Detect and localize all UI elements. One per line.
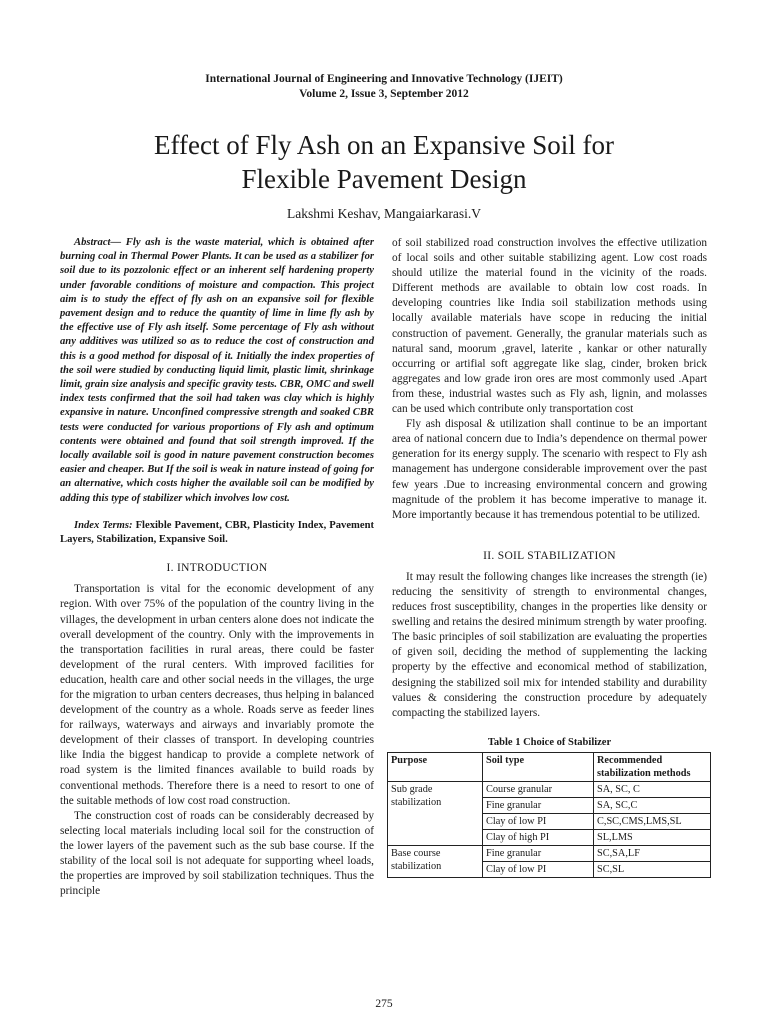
soil-stabilization-paragraph: It may result the following changes like increases the strength (ie) reducing the sensitivity of strength to environmental changes, reduces frost susceptibility, changes in the properties like density or swelling and retains the desired minimum strength by water proofing. The basic principles of soil stabilization are evaluating the properties of given soil, deciding the method of supplementing the lacking property by the effective and economical method of stabilization, designing the stabilized soil mix for intended stability and durability values & considering the construction procedure by adequately compacting the stabilized layers. [392,570,707,719]
method-cell: SC,SL [594,861,711,877]
table-row [388,781,711,797]
soil-type-cell: Clay of low PI [483,813,594,829]
title-line-1: Effect of Fly Ash on an Expansive Soil for [154,130,614,160]
paper-title [0,128,768,196]
page-number: 275 [375,998,393,1010]
soil-type-cell: Course granular [483,781,594,797]
journal-volume: Volume 2, Issue 3, September 2012 [299,88,469,100]
method-cell: SA, SC, C [594,781,711,797]
intro-paragraph-2: The construction cost of roads can be considerably decreased by selecting local materials including local soil for the construction of the lower layers of the pavement such as the sub base course. If the stability of the local soil is not adequate for supporting wheel loads, the properties are improved by soil stabilization techniques. Thus the principle [60,809,374,898]
title-line-2: Flexible Pavement Design [241,164,527,194]
soil-type-cell: Fine granular [483,845,594,861]
purpose-cell-subgrade: Sub grade stabilization [388,781,483,845]
fly-ash-paragraph: Fly ash disposal & utilization shall continue to be an important area of national concern due to India’s dependence on thermal power generation for its energy supply. The scenario with respect to Fly ash management has undergone considerable improvement over the past few years .Due to increasing environmental concern and growing magnitude of the problem it has become imperative to manage it. More importantly because it has tremendous potential to be utilized. [392,418,707,521]
purpose-cell-base-course: Base course stabilization [388,845,483,877]
method-cell: SA, SC,C [594,797,711,813]
header-purpose: Purpose [388,752,483,781]
table-caption: Table 1 Choice of Stabilizer [487,736,612,748]
method-cell: C,SC,CMS,LMS,SL [594,813,711,829]
method-cell: SC,SA,LF [594,845,711,861]
header-methods: Recommended stabilization methods [594,752,711,781]
right-column [392,236,707,878]
journal-name: International Journal of Engineering and Innovative Technology (IJEIT) [205,73,563,85]
left-column [60,236,374,899]
stabilizer-table [387,752,711,878]
soil-type-cell: Clay of low PI [483,861,594,877]
intro-continued-paragraph: of soil stabilized road construction involves the effective utilization of local soils and other suitable stabilizing agent. Low cost roads should utilize the material found in the vicinity of the roads. Different methods are available to obtain low cost roads. In developing countries like India soil stabilization methods using locally available materials have scope in reducing the initial construction of pavement. Generally, the granular materials such as natural sand, moorum ,gravel, laterite , kankar or other naturally occurring or artifial soft aggregate like slag, cinder, broken brick aggregates and low grade iron ores are most commonly used .Apart from these, industrial wastes such as Fly ash, lignin, and molasses can be used which contribute only transportation cost [392,237,707,416]
section-heading-soil-stabilization: II. SOIL STABILIZATION [483,549,616,562]
index-terms [60,519,374,547]
index-terms-text: Flexible Pavement, CBR, Plasticity Index, Pavement Layers, Stabilization, Expansive Soil. [60,519,374,546]
soil-type-cell: Clay of high PI [483,829,594,845]
abstract: Abstract— Fly ash is the waste material, which is obtained after burning coal in Thermal Power Plants. It can be used as a stabilizer for soil due to its pozzolonic effect or an inherent self hardening property under favorable conditions of moisture and compaction. This project aim is to study the effect of fly ash on an expansive soil for flexible pavement design and to reduce the quantity of lime in lime fly ash by the effective use of Fly ash itself. Some percentage of Fly ash without any additives was utilized so as to reduce the cost of construction and this is a good method for disposal of it. Initially the index properties of the soil were studied by conducting liquid limit, plastic limit, shrinkage limit, grain size analysis and specific gravity tests. CBR, OMC and swell index tests confirmed that the soil had taken was clay which is highly expansive in nature. Unconfined compressive strength and soaked CBR tests were conducted for various proportions of Fly ash and optimum contents were obtained and found that soil strength improved. If the locally available soil is good in nature pavement construction becomes easier and cheaper. But If the soil is weak in nature instead of going for an alternative, which costs higher the available soil can be modified by adding this type of stabilizer which involves low cost. [60,237,374,504]
method-cell: SL,LMS [594,829,711,845]
journal-header [0,72,768,102]
soil-type-cell: Fine granular [483,797,594,813]
section-heading-introduction: I. INTRODUCTION [166,562,268,575]
table-header-row [388,752,711,781]
index-terms-label: Index Terms: [74,519,133,531]
table-row [388,845,711,861]
authors: Lakshmi Keshav, Mangaiarkarasi.V [286,206,482,221]
header-soil-type: Soil type [483,752,594,781]
intro-paragraph-1: Transportation is vital for the economic development of any region. With over 75% of the population of the country living in the villages, the development in urban centers alone does not indicate the overall development of the country. Only with the improvements in the transportation facilities in rural areas, there could be faster development of the rural centers. With improved facilities for education, health care and other social needs in the villages, the urge for the migration to urban centers decreases, thus helping in balanced development of the country as a whole. Roads serve as feeder lines for railways, waterways and airways and invariably promote the development of their classes of transport. In developing countries like India the biggest handicap to provide a complete network of road system is the limited finances available to build roads by conventional methods. Therefore there is a need to resort to one of the suitable methods of low cost road construction. [60,583,375,807]
